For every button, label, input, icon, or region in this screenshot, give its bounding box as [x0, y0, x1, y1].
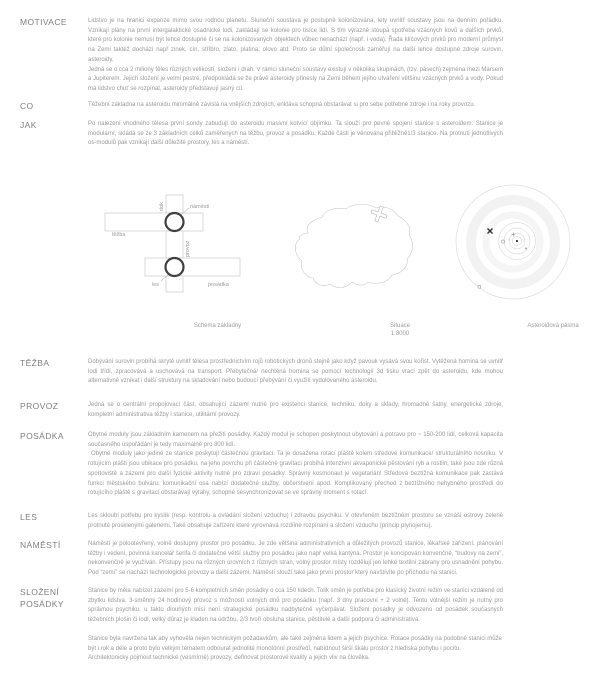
paragraph: Obytné moduly jsou základním kamenem na přežití posádky. Každý modul je schopen poskytnout ubytování a potravu pro ~ 150-200 lidí, celková kapacita současného uspořádání je tedy maximálně pro 800 lidí.	[88, 432, 503, 448]
paragraph: Dobývání surovin probíhá skrytě uvnitř tělesa prostřednictvím rojů robotických dronů stejně jako když pavouk vysává svou kořist. Vytěžená hornina se uvnitř lodi třídí, zpracovává a uschovává na transport. Přebytečná/ nechtěná hornina se pomocí technologií 3d tisku vrací zpět do asteroidu, kde mohou alternativně vznikat i další struktury na skladování nebo budoucí přebývání či využití vydolovaného asteroidu.	[88, 359, 503, 385]
dock-module-shape	[166, 195, 183, 213]
section-label: LES	[20, 512, 38, 522]
tezba-label: těžba	[112, 232, 126, 238]
paragraph: Náměstí je polootevřený, volně dostupný prostor pro posádku. Je zde většina administrativních a důležitých provozů stanice, lékařské zařízení, plánování těžby i vedení, povinná kancelář šerifa či dodatečné větší služby pro posádku jako např velká kantýna. Prostor je koncipován konvenčně, “budovy na zemi”, nekonvenčně je využíván. Přístupy jsou na různých úrovních z různých stran, volný prostor místy rozdělují jen lehké textilní zábrany pro usnadnění pohybu. Pod “zemí” se nachází technologické provozy a další zázemí. Náměstí slouží také jako první prostor který navštívíte po příchodu na stanici.	[88, 541, 503, 577]
schema-caption: Schema základny	[193, 323, 242, 329]
section-body	[88, 512, 503, 531]
paragraph: Lidstvo je na hranici expanze mimo svou rodnou planetu. Sluneční soustava je postupně kolonizována, lety uvnitř soustavy jsou na denním pořádku. Vznikají plány na první intergalaktické osadnické lodi, zakládají se kolonie pro tisíce lidí. S tím výrazně stoupá spotřeba vzácných kovů a dalších prvků, které pro kolonie nemusí být lehce dostupné či se na kolonizovaných objektech vůbec nenachází (např. i voda). Řada klíčových prvků pro moderní průmysl na Zemi taktéž dochází např zinek, cín, stříbro, zlato, platina, olovo atd. Proto se důlní společnosti zaměřují na další lehce dostupné zdroje surovin, asteroidy.	[88, 18, 503, 63]
section-label: SLOŽENÍ POSÁDKY	[20, 587, 64, 609]
namesti-node-circle	[166, 213, 184, 231]
mining-arm-shape	[105, 213, 203, 231]
paragraph: Obytné moduly jako jediné ze stanice poskytují částečnou gravitaci. Ta je dosažena rotací pláště kolem středové komunikace/ strukturálního nosníku. V rotujícím plášti jsou ubikace pro posádku, na jeho povrchu při částečné gravitaci probíhá intenzivní akvaponické pěstování ryb a rostlin, také jsou zde různá sportoviště a zázemí pro další fyzické aktivity nutné pro zdraví posádky. Správný kosmonaut je vegetarián! Středová beztížná komunikace pak zastává funkci městského bulváru, komunikační osa nabízí dodatečné služby, občerstvení apod. Komplikovaný přechod z beztížného nehybného prostředí do rotujícího pláště s gravitací obstarávají výtahy, schopné sesynchronizovat se ve správný moment s rotací.	[88, 451, 503, 497]
site-plan-diagram	[280, 195, 428, 295]
lower-arm-shape	[166, 276, 183, 292]
situace-scale: 1:8000	[390, 331, 410, 337]
section-label: JAK	[20, 120, 37, 130]
base-schema-diagram	[100, 190, 250, 302]
crew-arm-shape	[145, 258, 240, 276]
outer-object-marker	[478, 286, 481, 289]
dok-label: dok	[159, 202, 165, 211]
posadka-label: posádka	[208, 282, 229, 288]
sun-marker	[516, 240, 518, 242]
section-label: TĚŽBA	[20, 358, 50, 368]
station-marker	[369, 204, 390, 225]
paragraph: Jedná se o cca 2 miliony těles různých velikostí, složení i drah. V rámci sluneční soustavy existují v několika skupinách, (tzv. pásech) zejména mezi Marsem a Jupiterem. Jejich složení je velmi pestré, předpokládá se že právě asteroidy přinesly na Zemi během jejího utváření většinu vzácných prvků a vody. Pokud má lidstvo chuť se rozpínat, asteroidy představují jasný cíl.	[88, 66, 503, 92]
situace-caption: Situace	[389, 323, 410, 329]
paragraph: Architektonicky pojmout technické (vesmírné) provozy, definovat prostorové kvality a jejich vliv na člověka.	[88, 655, 370, 662]
asteroid-belts-diagram	[450, 182, 580, 312]
section-body	[88, 540, 503, 579]
pasma-caption: Asteroidová pásma	[527, 323, 579, 329]
section-body	[88, 120, 503, 149]
les-node-circle	[166, 258, 184, 276]
paragraph: Stanice byla navržena tak aby vyhověla nejen technickým požadavkům, ale také zejména lidem a jejich psychice. Rotace posádky na podobné stanici může být i rok a déle a proto bylo velkým tématem odbourat jednolité monotónní prostředí, nabídnout širší škálu prostor z hlediska pohybu i pocitu.	[88, 635, 502, 652]
section-body	[88, 358, 503, 387]
section-body	[88, 431, 503, 499]
section-body	[88, 17, 503, 95]
section-label: MOTIVACE	[20, 17, 67, 27]
les-label: les	[152, 282, 160, 288]
paragraph: Těžební základna na asteroidu minimálně závislá na vnějších zdrojích, enkláva schopná obstarávat si pro sebe potřebné zdroje i na roky provozu.	[88, 102, 476, 108]
paragraph: Jedná se o centrální propojovací část, obsahující zázemí nutné pro existenci stanice, techniku, doky a sklady, hromadné šatny, energetické zdroje, kompletní administrativa těžby i stanice, utilitární provozy.	[88, 402, 503, 418]
provoz-label: provoz	[185, 240, 191, 257]
section-body	[88, 401, 503, 420]
paragraph: Stanice by měla nabízet zázemí pro 5-6 kompletních směn posádky o cca 150 lidech. Tolik směn je potřeba pro klasický životní režim ve stanici vzdálené od zbytku lidstva. 3-směnný 24 hodinový provoz s možností volných dnů pro posádku (např. 3 dny pracovní + 2 volné). Tento volnější režim je nutný pro správnou psychiku, u takto dlouhých misí není strategické posádku nadbytečně vyčerpávat. Složení posádky je odvozeno od posádek současných těžebních plošin či lodí, velký důraz je kladen na údržbu, 2/3 tvoří obsluha stanice, pěstitelé a další podpora či administrativa.	[88, 588, 503, 624]
asteroid-outline	[295, 204, 412, 287]
section-label: CO	[20, 101, 34, 111]
namesti-label: náměstí	[190, 204, 210, 210]
paragraph: Les skloubí potřebu pro kyslík (resp. kontrolu a ovládání složení vzduchu) i zdravou psychiku. V otevřeném beztížném prostoru se vznáší ostrovy zeleně protnuté prosklenými galeriemi. Také obsahuje zařízení které vyrovnává rozdílné rozpínání a složení vzduchu (princip plynojemu).	[88, 513, 503, 529]
section-body	[88, 587, 503, 664]
paragraph: Po nalezení vhodného tělesa první sondy zabudují do asteroidu masivní kotvící objímku. Ta slouží pro pevné spojení stanice s asteroidem. Stanice je modulární, skládá se ze 3 základních celků zaměřených na těžbu, provoz a posádku. Každé části je věnována přibližně1/3 stanice. Na protnutí jednotlivých os-modulů pak vznikají další důležité prostory, les a náměstí.	[88, 121, 503, 147]
planet-dot-marker	[525, 248, 527, 250]
diagrams-row	[0, 182, 612, 342]
section-body	[88, 101, 503, 111]
section-label: PROVOZ	[20, 401, 59, 411]
section-label: NÁMĚSTÍ	[20, 540, 61, 550]
operations-arm-shape	[166, 231, 183, 258]
section-label: POSÁDKA	[20, 431, 64, 441]
